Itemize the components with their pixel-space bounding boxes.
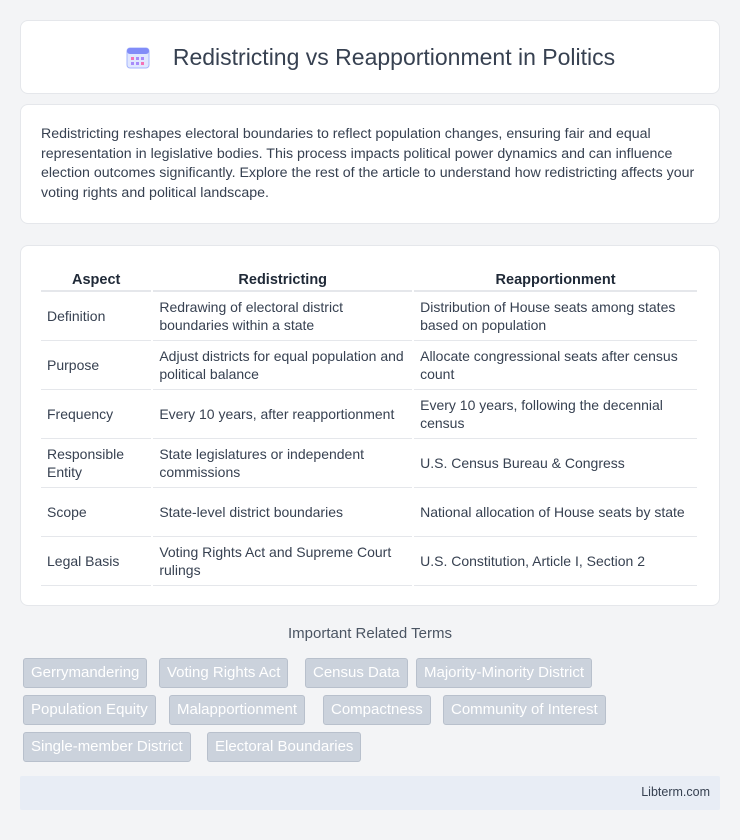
table-row	[41, 439, 697, 488]
table-cell: State-level district boundaries	[153, 488, 412, 537]
header-card	[20, 20, 720, 94]
table-row	[41, 488, 697, 537]
table-row	[41, 341, 697, 390]
table-cell: Scope	[41, 488, 151, 537]
table-cell: Every 10 years, following the decennial census	[414, 390, 697, 439]
term-tag[interactable]: Population Equity	[23, 695, 156, 725]
page-title: Redistricting vs Reapportionment in Politics	[172, 43, 616, 70]
table-cell: Every 10 years, after reapportionment	[153, 390, 412, 439]
term-tag[interactable]: Voting Rights Act	[159, 658, 288, 688]
column-header: Reapportionment	[414, 266, 697, 292]
calendar-icon	[125, 44, 151, 70]
related-terms-title: Important Related Terms	[288, 625, 452, 642]
term-tag[interactable]: Gerrymandering	[23, 658, 147, 688]
intro-card	[20, 104, 720, 224]
term-tag[interactable]: Single-member District	[23, 732, 191, 762]
term-tag[interactable]: Community of Interest	[443, 695, 606, 725]
table-cell: U.S. Census Bureau & Congress	[414, 439, 697, 488]
footer	[20, 776, 720, 810]
term-tag[interactable]: Compactness	[323, 695, 431, 725]
table-cell: Legal Basis	[41, 537, 151, 586]
table-cell: Voting Rights Act and Supreme Court rulings	[153, 537, 412, 586]
column-header: Redistricting	[153, 266, 412, 292]
table-cell: U.S. Constitution, Article I, Section 2	[414, 537, 697, 586]
table-cell: Purpose	[41, 341, 151, 390]
intro-text: Redistricting reshapes electoral boundaries to reflect population changes, ensuring fair and equal representation in legislative bodies. This process impacts political power dynamics and can influence election outcomes significantly. Explore the rest of the article to understand how redistricting affects your voting rights and political landscape.	[41, 126, 695, 201]
table-cell: Responsible Entity	[41, 439, 151, 488]
table-cell: Distribution of House seats among states based on population	[414, 292, 697, 341]
column-header: Aspect	[41, 266, 151, 292]
table-row	[41, 537, 697, 586]
table-row	[41, 292, 697, 341]
table-cell: Redrawing of electoral district boundaries within a state	[153, 292, 412, 341]
table-cell: Allocate congressional seats after census count	[414, 341, 697, 390]
table-cell: State legislatures or independent commissions	[153, 439, 412, 488]
term-tag[interactable]: Electoral Boundaries	[207, 732, 361, 762]
table-cell: Frequency	[41, 390, 151, 439]
table-header-row	[41, 266, 697, 292]
site-link[interactable]: Libterm.com	[641, 785, 710, 799]
term-tag[interactable]: Census Data	[305, 658, 408, 688]
table-row	[41, 390, 697, 439]
table-cell: Definition	[41, 292, 151, 341]
table-cell: Adjust districts for equal population and political balance	[153, 341, 412, 390]
table-cell: National allocation of House seats by state	[414, 488, 697, 537]
term-tag[interactable]: Majority-Minority District	[416, 658, 592, 688]
comparison-table	[39, 266, 699, 586]
comparison-table-card	[20, 245, 720, 606]
term-tag[interactable]: Malapportionment	[169, 695, 305, 725]
